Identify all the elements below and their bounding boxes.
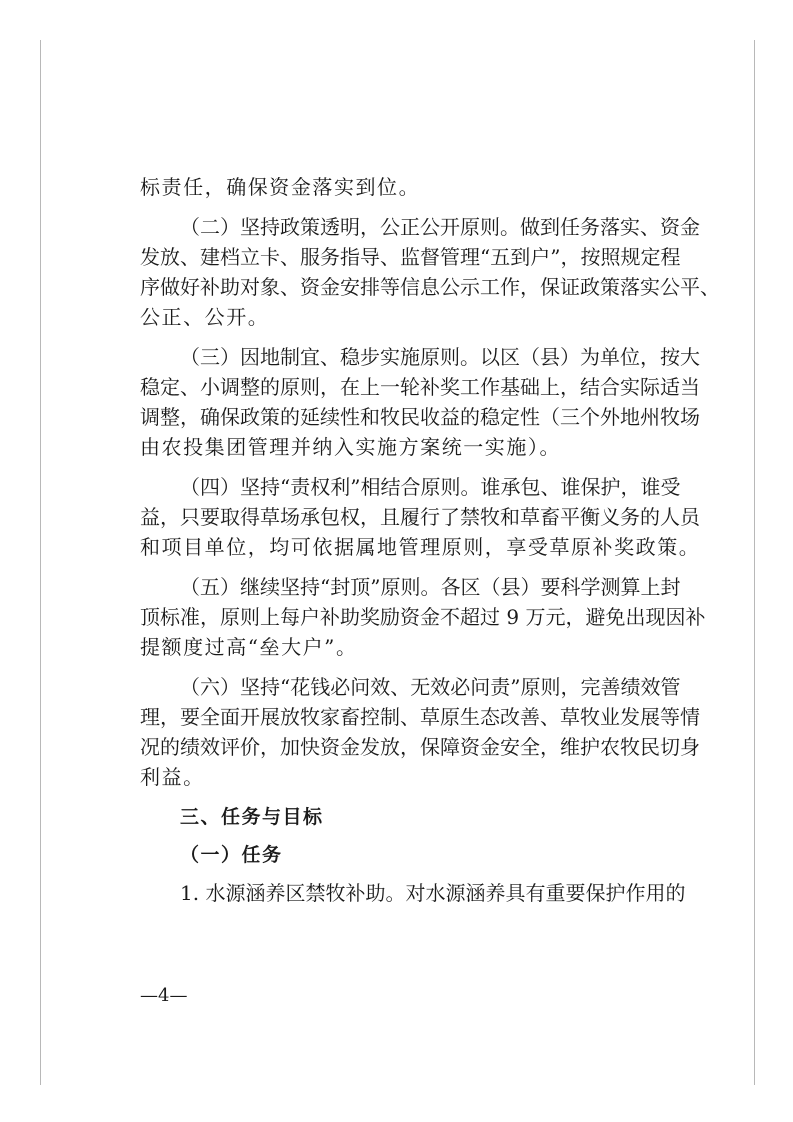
text-line: （六）坚持“花钱必问效、无效必问责”原则，完善绩效管 [180,675,681,699]
text-line: 顶标准，原则上每户补助奖励资金不超过 9 万元，避免出现因补 [140,605,706,629]
left-margin-line [40,40,41,1085]
text-line: （五）继续坚持“封顶”原则。各区（县）要科学测算上封 [180,575,681,599]
text-line: 提额度过高“垒大户”。 [140,635,358,659]
text-line: 况的绩效评价，加快资金发放，保障资金安全，维护农牧民切身 [140,735,700,759]
text-line: 标责任，确保资金落实到位。 [140,175,421,199]
text-line: 益，只要取得草场承包权，且履行了禁牧和草畜平衡义务的人员 [140,505,700,529]
text-line: 发放、建档立卡、服务指导、监督管理“五到户”，按照规定程 [140,245,681,269]
right-margin-line [754,40,755,1085]
text-line: （二）坚持政策透明，公正公开原则。做到任务落实、资金 [180,215,700,239]
paragraph-principle-4 [140,472,701,562]
text-line: 由农投集团管理并纳入实施方案统一实施）。 [140,435,561,459]
text-line: （四）坚持“责权利”相结合原则。谁承包、谁保护，谁受 [180,475,681,499]
paragraph-intro [140,172,672,202]
paragraph-principle-6 [140,672,700,792]
text-line: 1. 水源涵养区禁牧补助。对水源涵养具有重要保护作用的 [180,881,686,905]
section-heading: 三、任务与目标 [180,806,324,828]
paragraph-principle-5 [140,572,706,662]
text-line: 利益。 [140,765,205,789]
text-line: 理，要全面开展放牧家畜控制、草原生态改善、草牧业发展等情 [140,705,700,729]
text-line: 和项目单位，均可依据属地管理原则，享受草原补奖政策。 [140,535,701,559]
paragraph-principle-3 [140,342,700,462]
text-line: 调整，确保政策的延续性和牧民收益的稳定性（三个外地州牧场 [140,405,700,429]
text-line: 公正、公开。 [140,305,270,329]
page-number: —4— [140,985,188,1006]
sub-heading: （一）任务 [180,844,283,866]
document-body [140,172,720,918]
paragraph-task-1 [140,878,686,908]
paragraph-principle-2 [140,212,720,332]
text-line: 序做好补助对象、资金安排等信息公示工作，保证政策落实公平、 [140,275,720,299]
text-line: 稳定、小调整的原则，在上一轮补奖工作基础上，结合实际适当 [140,375,700,399]
text-line: （三）因地制宜、稳步实施原则。以区（县）为单位，按大 [180,345,700,369]
